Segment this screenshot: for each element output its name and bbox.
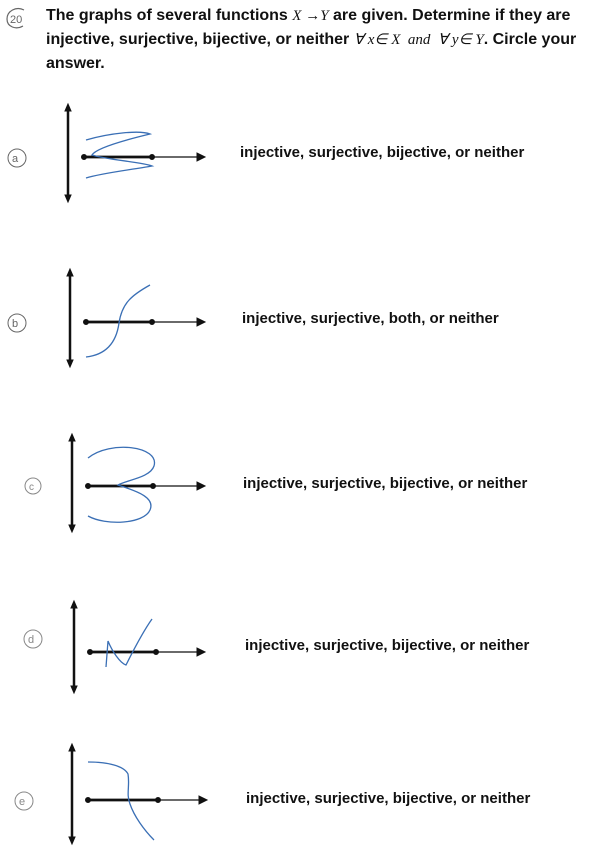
graph-c <box>0 430 220 540</box>
graph-b <box>0 265 220 375</box>
prompt-text: injective, surjective, bijective, or neither <box>46 31 350 48</box>
letter-marker <box>8 149 26 167</box>
svg-text:c: c <box>29 482 34 493</box>
answer-choices[interactable]: injective, surjective, both, or neither <box>242 310 499 327</box>
question-number: 20 <box>10 14 23 26</box>
answer-choices[interactable]: injective, surjective, bijective, or neither <box>243 475 528 492</box>
letter-marker <box>8 314 26 332</box>
answer-choices[interactable]: injective, surjective, bijective, or neither <box>240 144 525 161</box>
svg-text:b: b <box>12 318 19 330</box>
function-curve <box>86 132 152 178</box>
prompt-line-3: answer. <box>46 55 105 72</box>
item-b <box>0 265 612 375</box>
letter-marker <box>25 478 41 494</box>
answer-choices[interactable]: injective, surjective, bijective, or neither <box>245 637 530 654</box>
axes <box>71 601 205 693</box>
prompt-line-2 <box>46 28 608 52</box>
axes <box>65 104 205 202</box>
question-number-circle <box>4 6 30 32</box>
item-a <box>0 100 612 210</box>
prompt-line-1 <box>46 4 608 28</box>
axes <box>69 744 207 844</box>
map-notation: X →Y <box>292 8 329 24</box>
axes <box>67 269 205 367</box>
graph-d <box>0 597 220 707</box>
item-d <box>0 597 612 707</box>
answer-choices[interactable]: injective, surjective, bijective, or neither <box>246 790 531 807</box>
quantifier-notation: ∀ x∈ X and ∀ y∈ Y <box>353 32 484 48</box>
svg-text:d: d <box>28 634 35 646</box>
svg-text:a: a <box>12 153 19 165</box>
graph-a <box>0 100 220 210</box>
graph-e <box>0 740 220 852</box>
prompt-text: are given. Determine if they are <box>333 7 571 24</box>
question-prompt <box>46 4 608 76</box>
item-e <box>0 740 612 850</box>
prompt-text: The graphs of several functions <box>46 7 288 24</box>
prompt-text: . Circle your <box>483 31 577 48</box>
function-curve <box>106 619 152 667</box>
svg-text:e: e <box>19 796 26 808</box>
letter-marker <box>24 630 42 648</box>
item-c <box>0 430 612 540</box>
letter-marker <box>15 792 33 810</box>
